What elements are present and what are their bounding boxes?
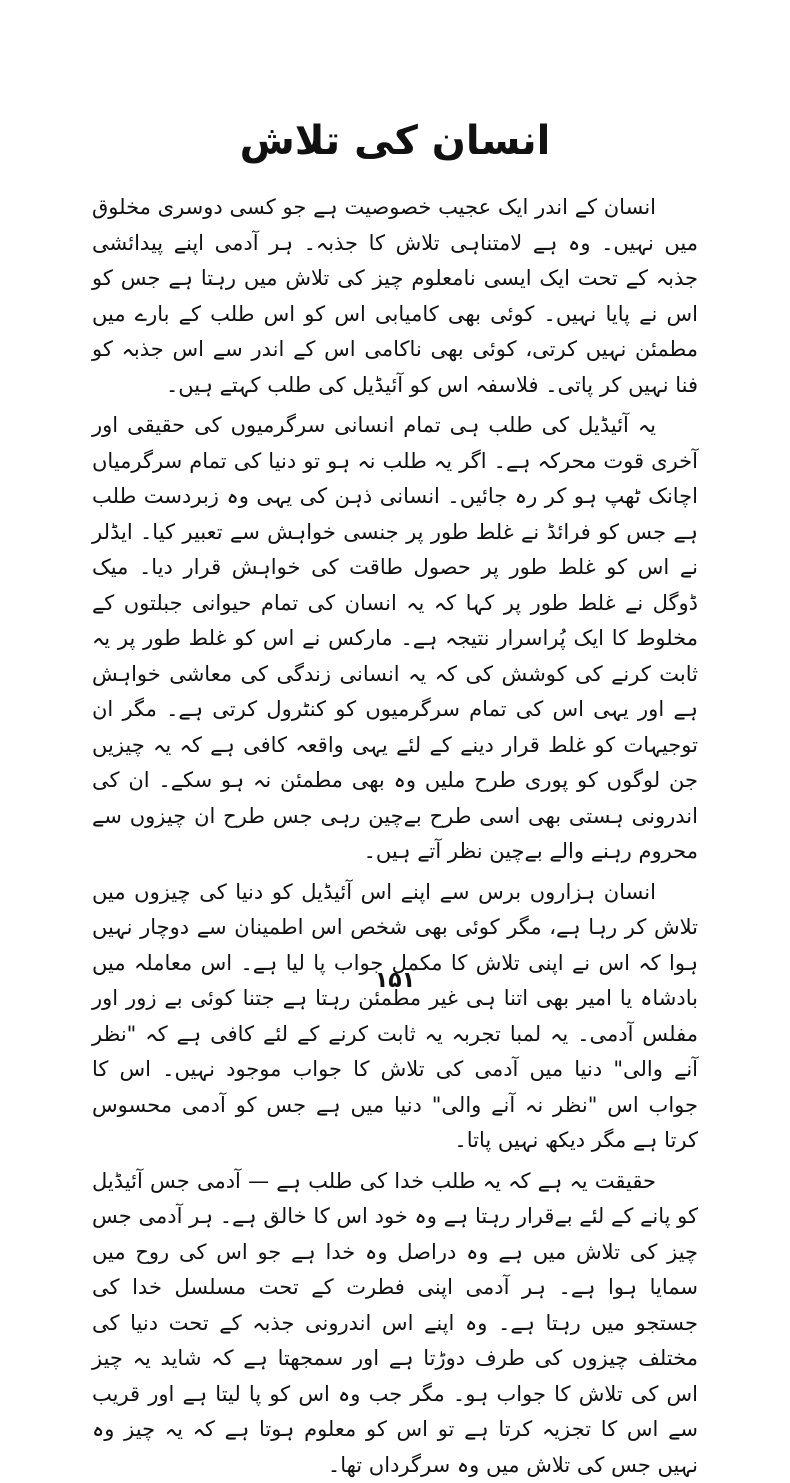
page-number: ۱۵۱ [0,968,790,993]
body-text [92,190,698,1483]
paragraph: یہ آئیڈیل کی طلب ہی تمام انسانی سرگرمیوں کی حقیقی اور آخری قوت محرکہ ہے۔ اگر یہ طلب نہ ہو تو دنیا کی تمام سرگرمیاں اچانک ٹھپ ہو کر رہ جائیں۔ انسانی ذہن کی یہی وہ زبردست طلب ہے جس کو فرائڈ نے غلط طور پر جنسی خواہش سے تعبیر کیا۔ ایڈلر نے اس کو غلط طور پر حصول طاقت کی خواہش قرار دیا۔ میک ڈوگل نے غلط طور پر کہا کہ یہ انسان کی تمام حیوانی جبلتوں کے مخلوط کا ایک پُراسرار نتیجہ ہے۔ مارکس نے اس کو غلط طور پر یہ ثابت کرنے کی کوشش کی کہ یہ انسانی زندگی کی معاشی خواہش ہے اور یہی اس کی تمام سرگرمیوں کو کنٹرول کرتی ہے۔ مگر ان توجیہات کو غلط قرار دینے کے لئے یہی واقعہ کافی ہے کہ یہ چیزیں جن لوگوں کو پوری طرح ملیں وہ بھی مطمئن نہ ہو سکے۔ ان کی اندرونی ہستی بھی اسی طرح بےچین رہی جس طرح ان چیزوں سے محروم رہنے والے بےچین نظر آتے ہیں۔ [92,408,698,870]
paragraph: انسان ہزاروں برس سے اپنے اس آئیڈیل کو دنیا کی چیزوں میں تلاش کر رہا ہے، مگر کوئی بھی شخص اس اطمینان سے دوچار نہیں ہوا کہ اس نے اپنی تلاش کا مکمل جواب پا لیا ہے۔ اس معاملہ میں بادشاہ یا امیر بھی اتنا ہی غیر مطمئن رہتا ہے جتنا کوئی بے زور اور مفلس آدمی۔ یہ لمبا تجربہ یہ ثابت کرنے کے لئے کافی ہے کہ "نظر آنے والی" دنیا میں آدمی کی تلاش کا جواب موجود نہیں۔ اس کا جواب اس "نظر نہ آنے والی" دنیا میں ہے جس کو آدمی محسوس کرتا ہے مگر دیکھ نہیں پاتا۔ [92,875,698,1159]
paragraph: حقیقت یہ ہے کہ یہ طلب خدا کی طلب ہے — آدمی جس آئیڈیل کو پانے کے لئے بےقرار رہتا ہے وہ خود اس کا خالق ہے۔ ہر آدمی جس چیز کی تلاش میں ہے وہ دراصل وہ خدا ہے جو اس کی روح میں سمایا ہوا ہے۔ ہر آدمی اپنی فطرت کے تحت مسلسل خدا کی جستجو میں رہتا ہے۔ وہ اپنے اس اندرونی جذبہ کے تحت دنیا کی مختلف چیزوں کی طرف دوڑتا ہے اور سمجھتا ہے کہ شاید یہ چیز اس کی تلاش کا جواب ہو۔ مگر جب وہ اس کو پا لیتا ہے اور قریب سے اس کا تجزیہ کرتا ہے تو اس کو معلوم ہوتا ہے کہ یہ چیز وہ نہیں جس کی تلاش میں وہ سرگرداں تھا۔ [92,1164,698,1483]
chapter-title: انسان کی تلاش [92,118,698,164]
paragraph: انسان کے اندر ایک عجیب خصوصیت ہے جو کسی دوسری مخلوق میں نہیں۔ وہ ہے لامتناہی تلاش کا جذبہ۔ ہر آدمی اپنے پیدائشی جذبہ کے تحت ایک ایسی نامعلوم چیز کی تلاش میں رہتا ہے جس کو اس نے پایا نہیں۔ کوئی بھی کامیابی اس کو اس طلب کے بارے میں مطمئن نہیں کرتی، کوئی بھی ناکامی اس کے اندر سے اس جذبہ کو فنا نہیں کر پاتی۔ فلاسفہ اس کو آئیڈیل کی طلب کہتے ہیں۔ [92,190,698,403]
